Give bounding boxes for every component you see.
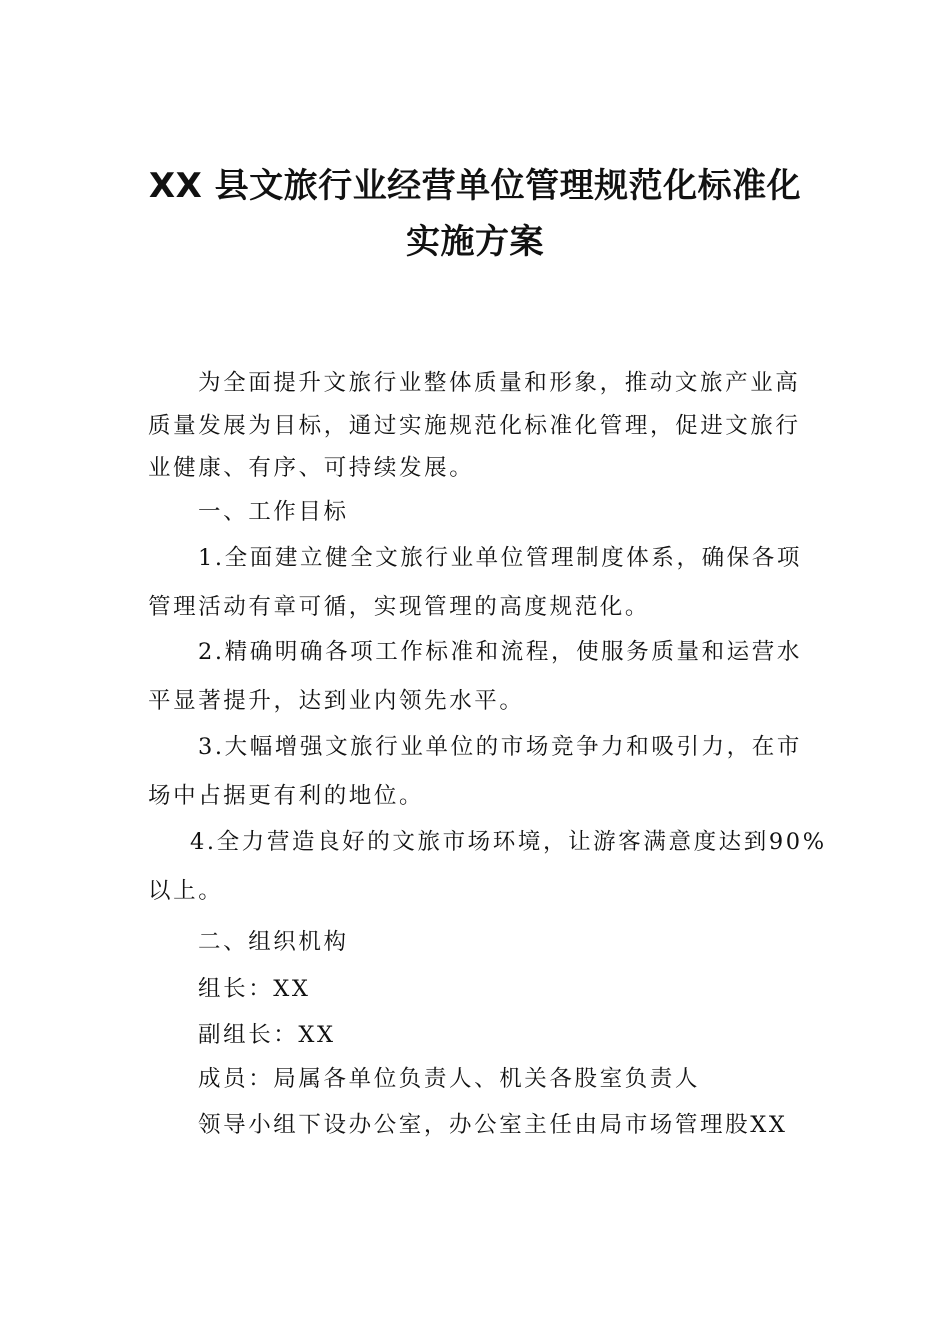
intro-line-3: 业健康、有序、可持续发展。 [148,455,475,481]
goal-2-line-1: 2.精确明确各项工作标准和流程，使服务质量和运营水 [198,639,802,665]
goal-3-line-2: 场中占据更有利的地位。 [148,783,425,809]
goal-3-line-1: 3.大幅增强文旅行业单位的市场竞争力和吸引力，在市 [198,734,802,760]
group-members: 成员：局属各单位负责人、机关各股室负责人 [198,1066,701,1092]
document-title-line-2: 实施方案 [406,222,544,262]
intro-line-1: 为全面提升文旅行业整体质量和形象，推动文旅产业高 [198,370,801,396]
goal-4-line-2: 以上。 [148,878,224,904]
deputy-leader: 副组长：XX [198,1022,336,1048]
goal-2-line-2: 平显著提升，达到业内领先水平。 [148,688,525,714]
goal-4-line-1: 4.全力营造良好的文旅市场环境，让游客满意度达到90% [190,829,827,855]
group-leader: 组长：XX [198,976,311,1002]
goal-1-line-2: 管理活动有章可循，实现管理的高度规范化。 [148,594,651,620]
section-1-heading: 一、工作目标 [198,499,349,525]
office-note: 领导小组下设办公室，办公室主任由局市场管理股XX [198,1112,788,1138]
goal-1-line-1: 1.全面建立健全文旅行业单位管理制度体系，确保各项 [198,545,802,571]
intro-line-2: 质量发展为目标，通过实施规范化标准化管理，促进文旅行 [148,413,801,439]
section-2-heading: 二、组织机构 [198,929,349,955]
document-title-line-1: XX 县文旅行业经营单位管理规范化标准化 [148,166,802,206]
